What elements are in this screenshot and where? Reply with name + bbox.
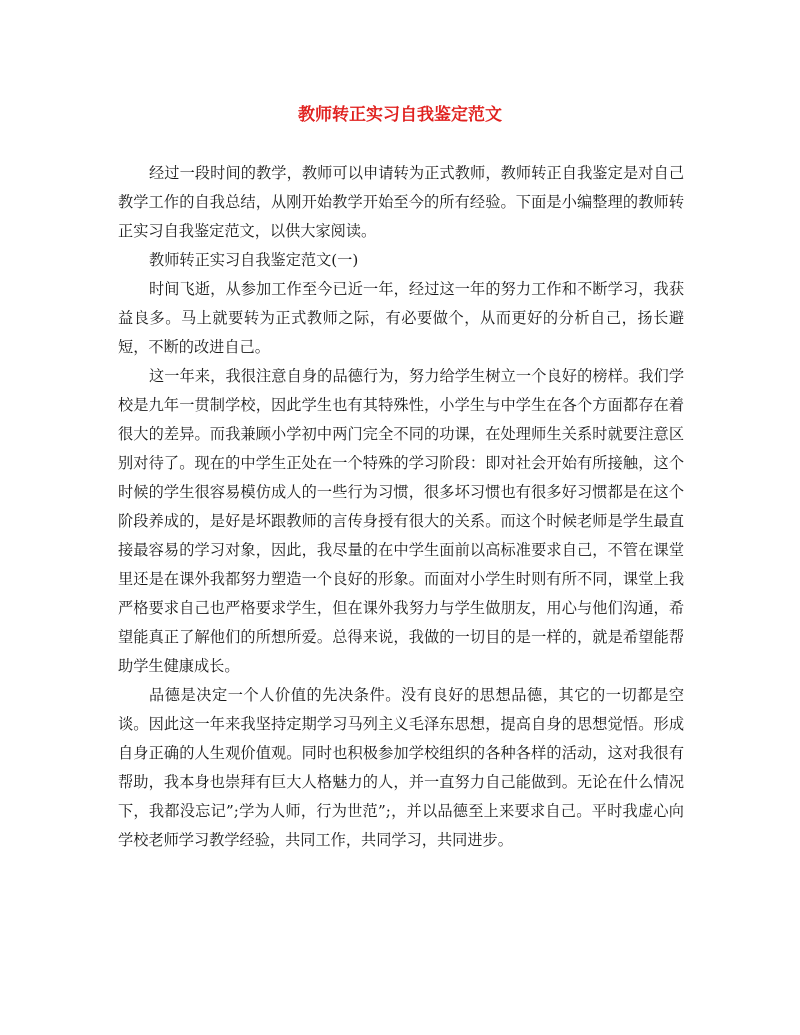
body-paragraph: 这一年来，我很注意自身的品德行为，努力给学生树立一个良好的榜样。我们学校是九年一贯制学校，因此学生也有其特殊性，小学生与中学生在各个方面都存在着很大的差异。而我兼顾小学初中两门完全不同的功课，在处理师生关系时就要注意区别对待了。现在的中学生正处在一个特殊的学习阶段：即对社会开始有所接触，这个时候的学生很容易模仿成人的一些行为习惯，很多坏习惯也有很多好习惯都是在这个阶段养成的，是好是坏跟教师的言传身授有很大的关系。而这个时候老师是学生最直接最容易的学习对象，因此，我尽量的在中学生面前以高标准要求自己，不管在课堂里还是在课外我都努力塑造一个良好的形象。而面对小学生时则有所不同，课堂上我严格要求自己也严格要求学生，但在课外我努力与学生做朋友，用心与他们沟通，希望能真正了解他们的所想所爱。总得来说，我做的一切目的是一样的，就是希望能帮助学生健康成长。	[118, 367, 684, 675]
body-paragraph: 品德是决定一个人价值的先决条件。没有良好的思想品德，其它的一切都是空谈。因此这一年来我坚持定期学习马列主义毛泽东思想，提高自身的思想觉悟。形成自身正确的人生观价值观。同时也积极参加学校组织的各种各样的活动，这对我很有帮助，我本身也崇拜有巨大人格魅力的人，并一直努力自己能做到。无论在什么情况下，我都没忘记”;学为人师，行为世范”;，并以品德至上来要求自己。平时我虚心向学校老师学习教学经验，共同工作，共同学习，共同进步。	[118, 686, 684, 849]
body-paragraph: 时间飞逝，从参加工作至今已近一年，经过这一年的努力工作和不断学习，我获益良多。马上就要转为正式教师之际，有必要做个，从而更好的分析自己，扬长避短，不断的改进自己。	[118, 280, 684, 356]
document-title: 教师转正实习自我鉴定范文	[298, 105, 502, 125]
section-heading: 教师转正实习自我鉴定范文(一)	[149, 251, 359, 269]
document-body	[118, 159, 684, 855]
intro-paragraph: 经过一段时间的教学，教师可以申请转为正式教师，教师转正自我鉴定是对自己教学工作的自我总结，从刚开始教学开始至今的所有经验。下面是小编整理的教师转正实习自我鉴定范文，以供大家阅读。	[118, 164, 684, 240]
